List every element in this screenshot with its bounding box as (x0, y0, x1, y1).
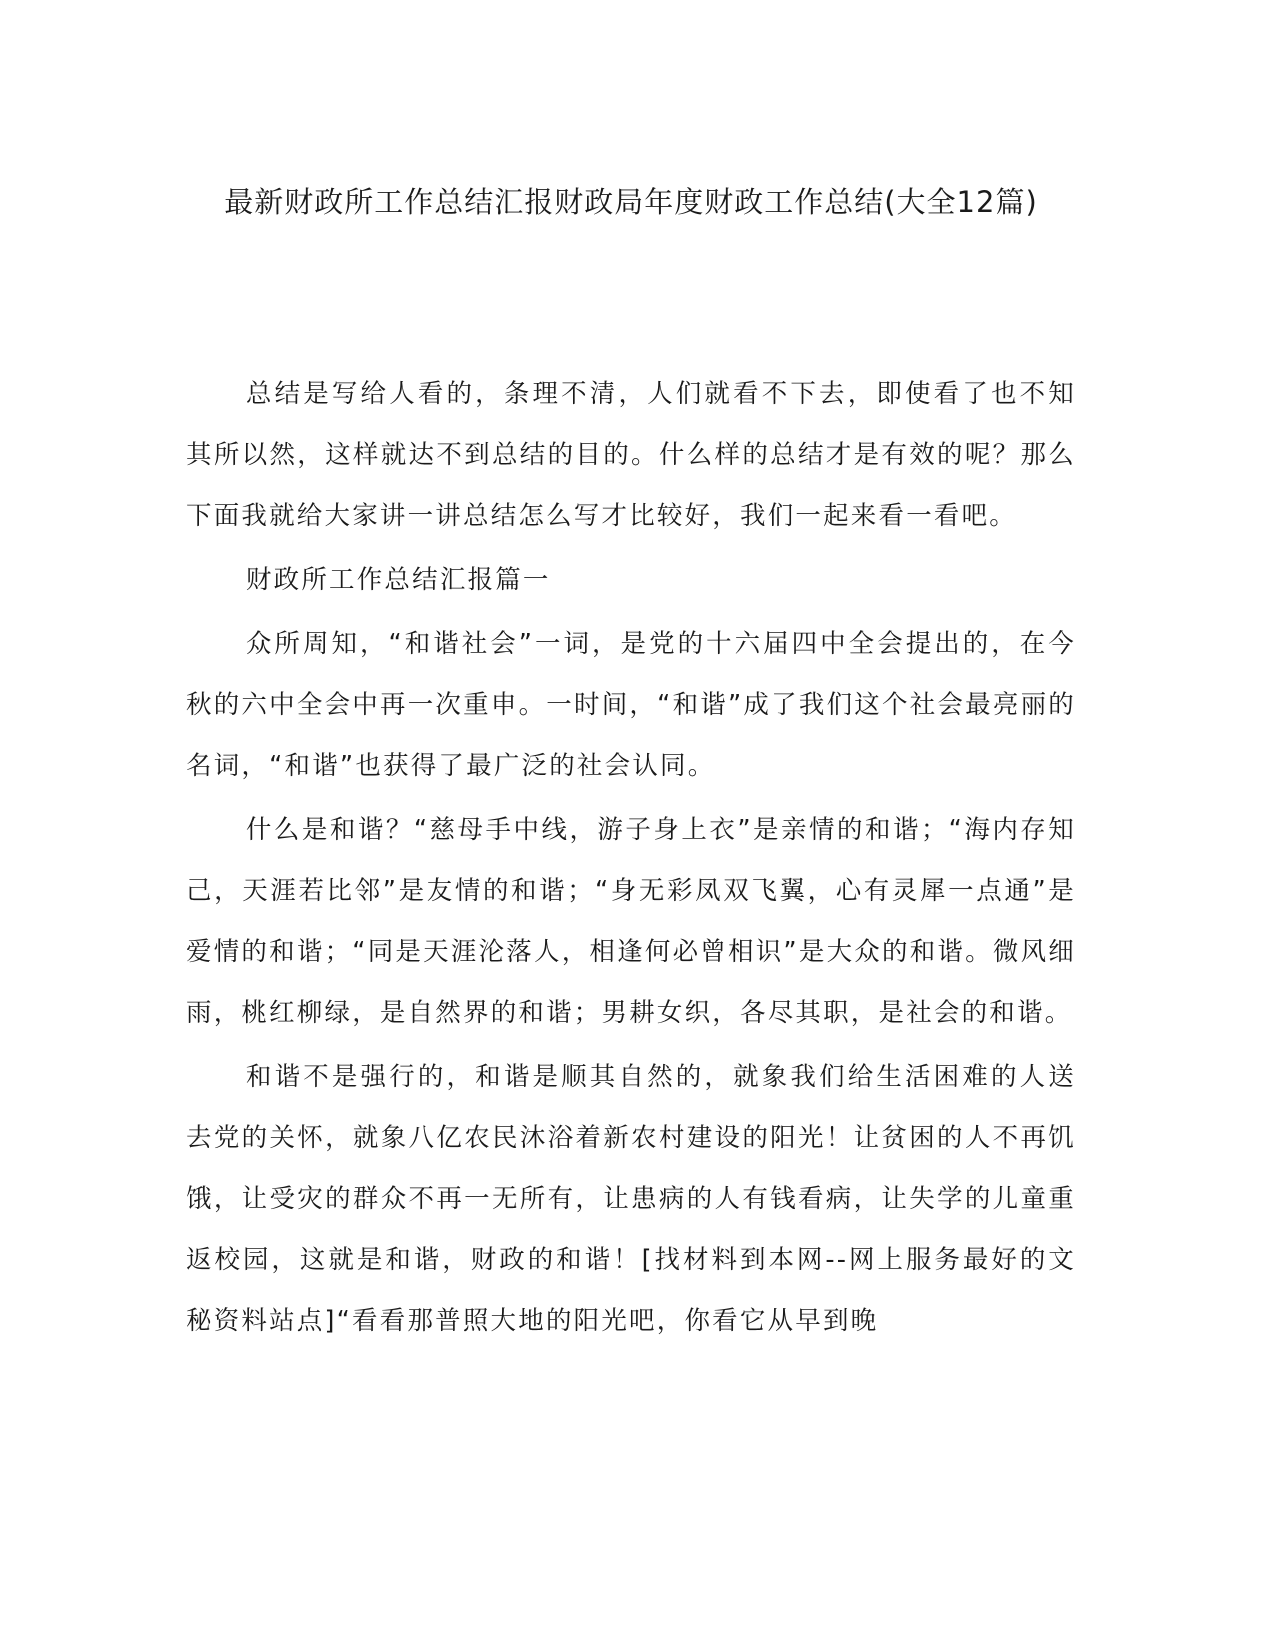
document-title: 最新财政所工作总结汇报财政局年度财政工作总结(大全12篇) (224, 185, 1038, 219)
paragraph-harmonious-society: 众所周知，“和谐社会”一词，是党的十六届四中全会提出的，在今秋的六中全会中再一次重申。一时间，“和谐”成了我们这个社会最亮丽的名词，“和谐”也获得了最广泛的社会认同。 (186, 629, 1076, 781)
paragraph-intro: 总结是写给人看的，条理不清，人们就看不下去，即使看了也不知其所以然，这样就达不到总结的目的。什么样的总结才是有效的呢？那么下面我就给大家讲一讲总结怎么写才比较好，我们一起来看一看吧。 (186, 379, 1076, 531)
paragraph-fiscal-harmony: 和谐不是强行的，和谐是顺其自然的，就象我们给生活困难的人送去党的关怀，就象八亿农民沐浴着新农村建设的阳光！让贫困的人不再饥饿，让受灾的群众不再一无所有，让患病的人有钱看病，让失学的儿童重返校园，这就是和谐，财政的和谐！[找材料到本网--网上服务最好的文秘资料站点]“看看那普照大地的阳光吧，你看它从早到晚 (186, 1062, 1076, 1336)
paragraph-what-is-harmony: 什么是和谐？“慈母手中线，游子身上衣”是亲情的和谐；“海内存知己，天涯若比邻”是友情的和谐；“身无彩凤双飞翼，心有灵犀一点通”是爱情的和谐；“同是天涯沦落人，相逢何必曾相识”是大众的和谐。微风细雨，桃红柳绿，是自然界的和谐；男耕女织，各尽其职，是社会的和谐。 (186, 815, 1076, 1028)
document-body (186, 364, 1076, 1355)
section-heading: 财政所工作总结汇报篇一 (245, 565, 551, 595)
